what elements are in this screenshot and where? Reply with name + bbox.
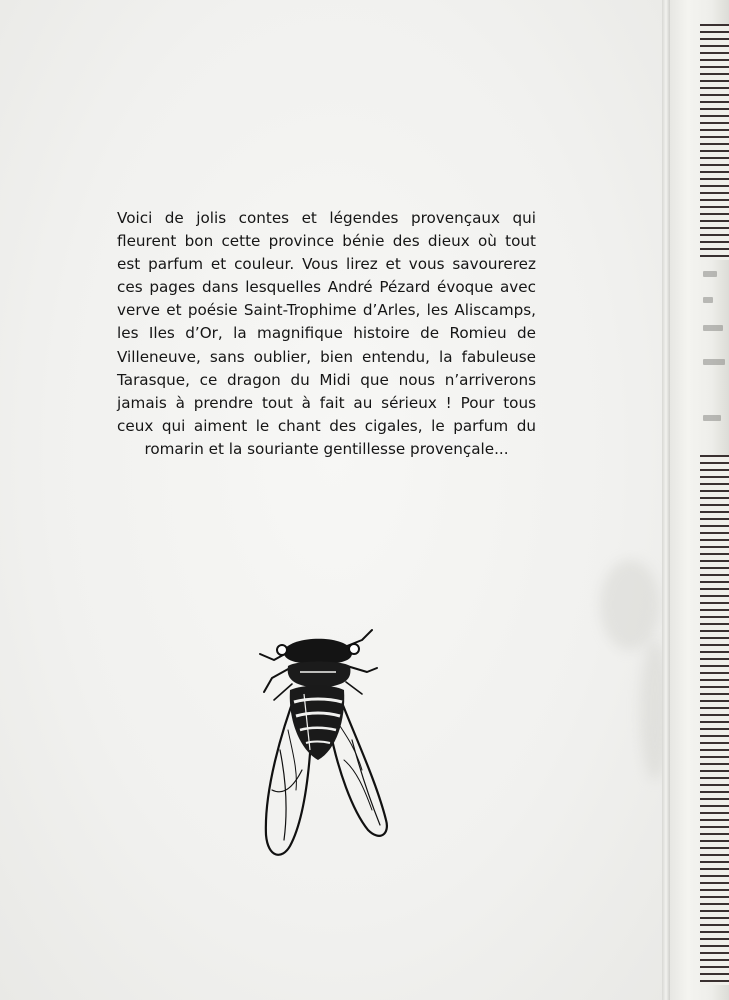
spine-label-mark [703,271,717,277]
cover-hinge [662,0,670,1000]
spine-label-mark [703,325,723,331]
spine-binding-bottom [700,455,729,985]
spine-label-mark [703,297,713,303]
spine-label-mark [703,359,725,365]
spine-label-mark [703,415,721,421]
paper-stain [600,560,660,650]
back-cover-blurb: Voici de jolis contes et légendes provençaux qui fleurent bon cette province bénie des dieux où tout est parfum et couleur. Vous lirez et vous savourerez ces pages dans lesquelles André Pézard évoque avec verve et poésie Saint-Trophime d’Arles, les Aliscamps, les Iles d’Or, la magnifique histoire de Romieu de Villeneuve, sans oublier, bien entendu, la fabuleuse Tarasque, ce dragon du Midi que nous n’arriverons jamais à prendre tout à fait au sérieux ! Pour tous ceux qui aiment le chant des cigales, le parfum du romarin et la souriante gentillesse provençale... [117,209,536,458]
spine-label-area [703,255,729,455]
cicada-illustration-icon [252,620,402,865]
spine-binding-top [700,24,729,260]
